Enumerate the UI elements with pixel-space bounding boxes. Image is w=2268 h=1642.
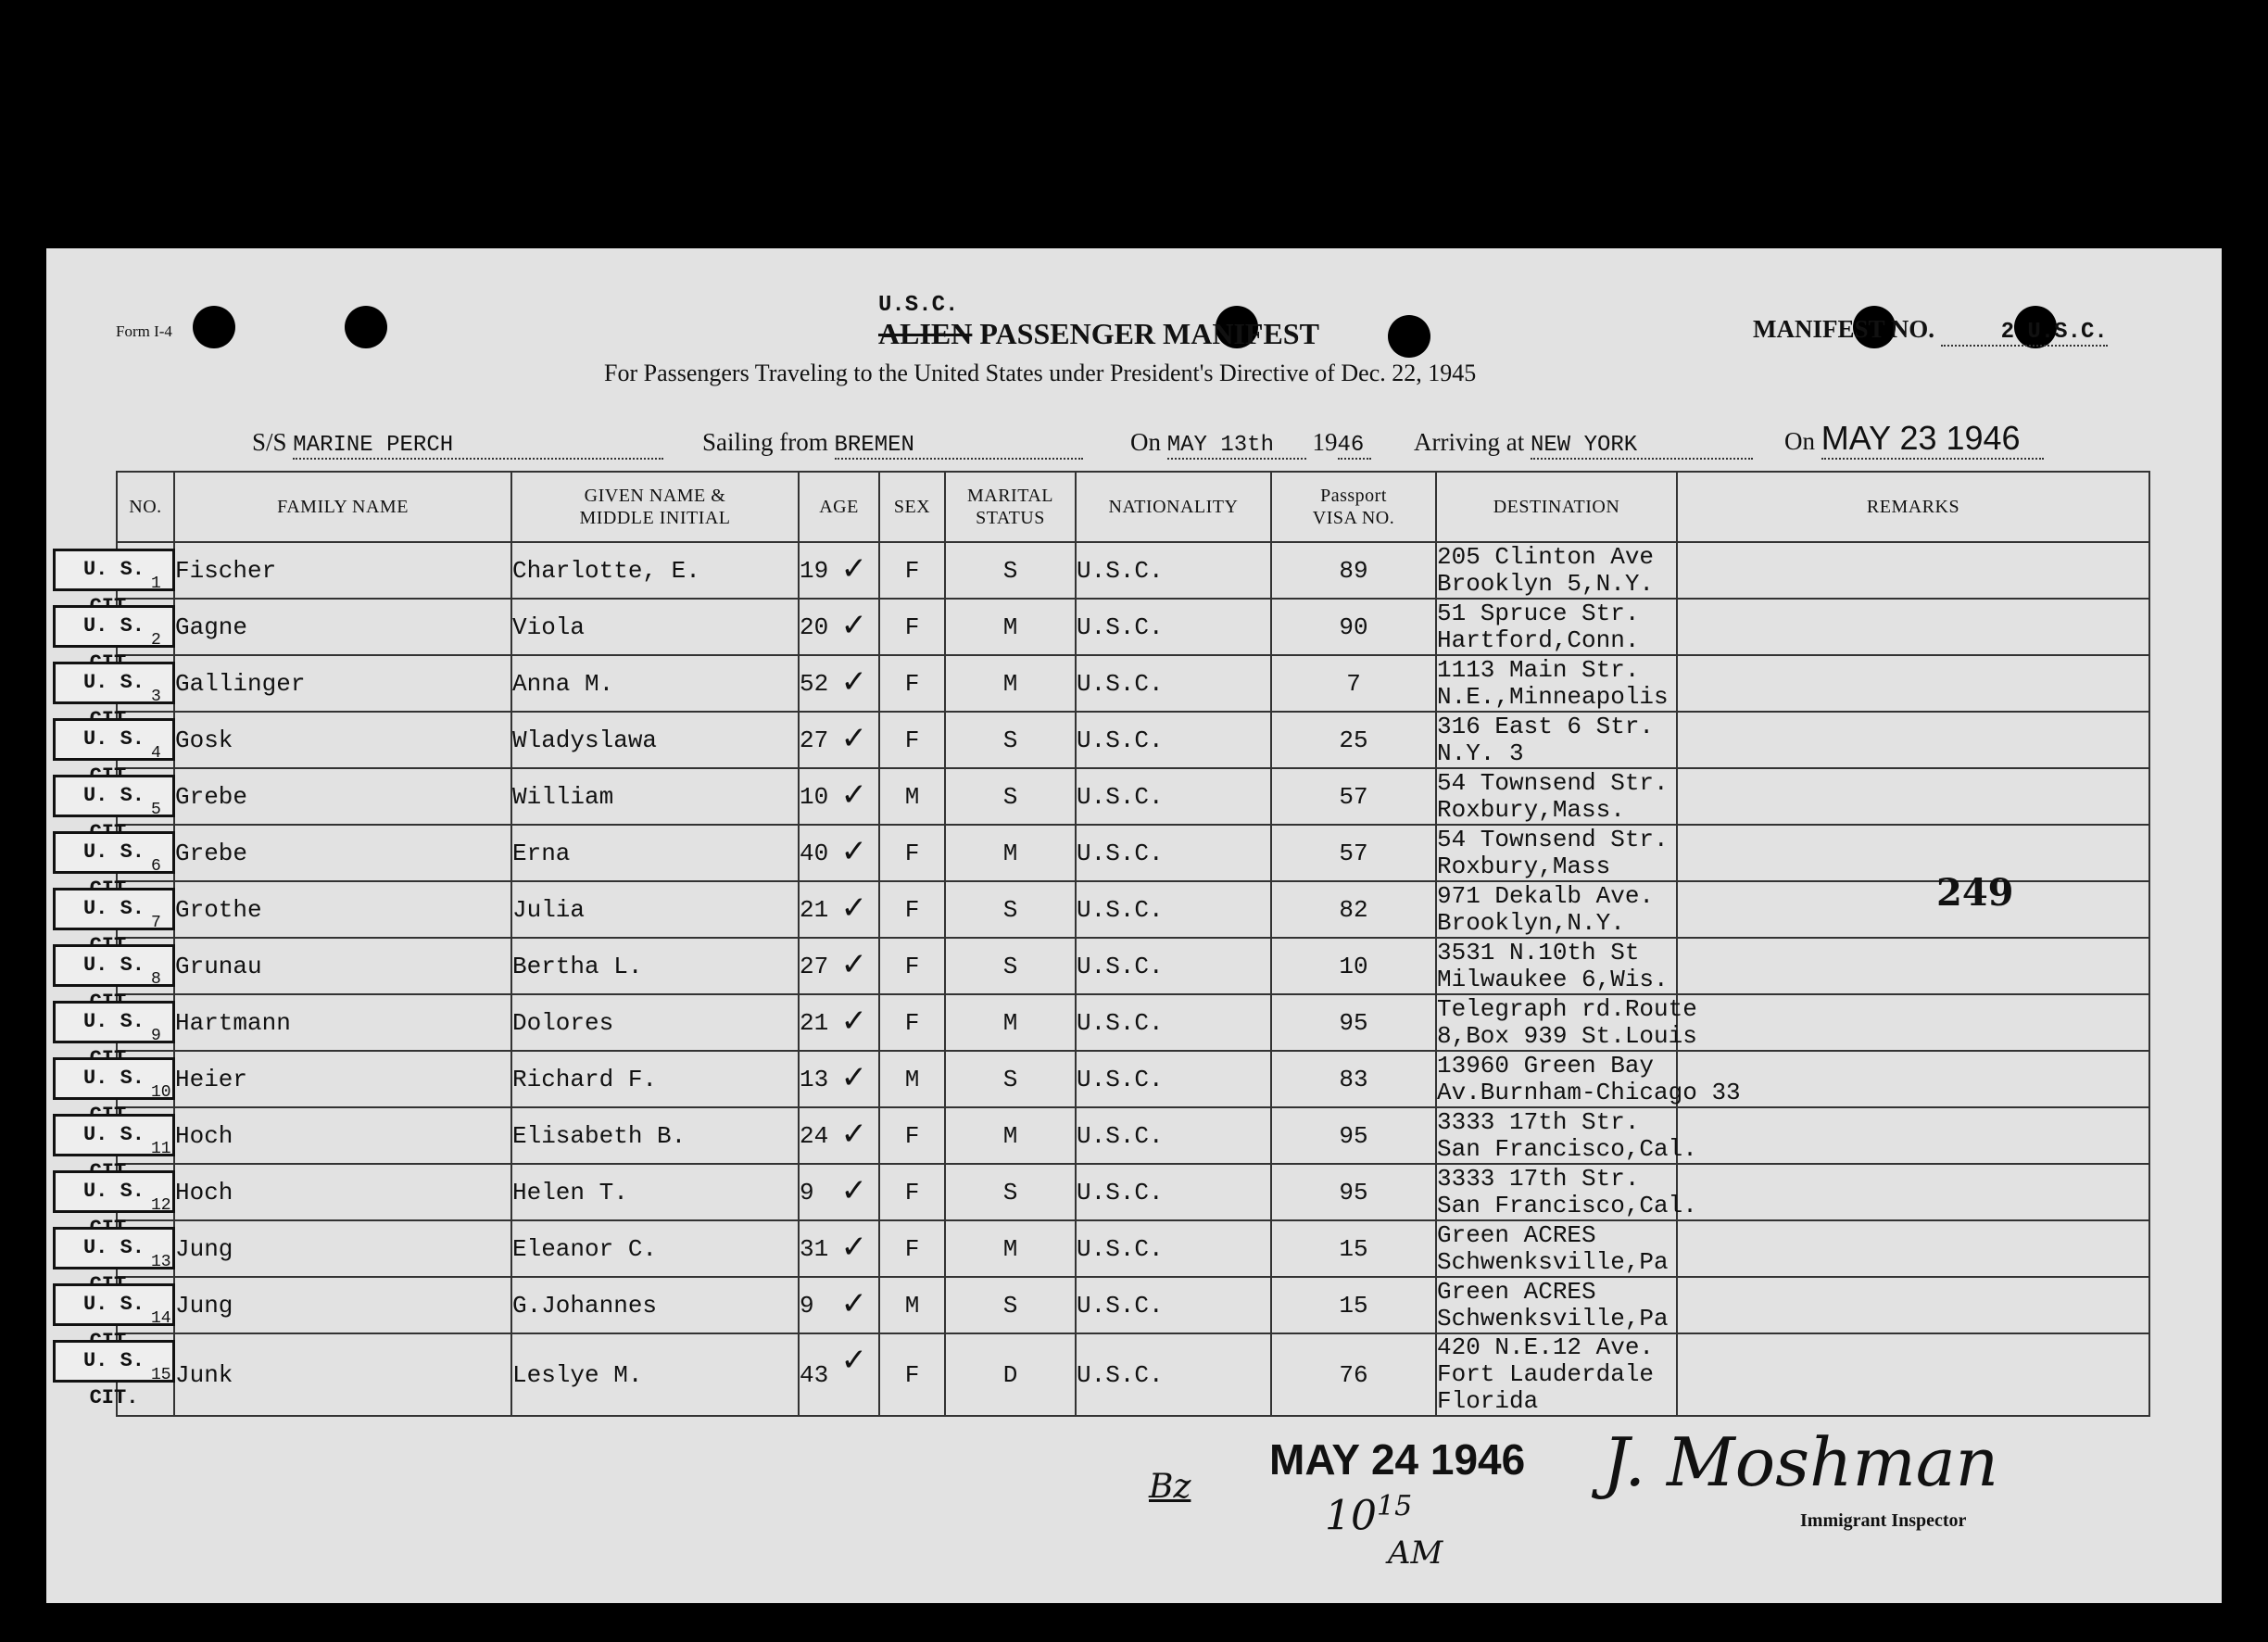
manifest-number: 2 U.S.C. [1941, 320, 2108, 347]
remarks-cell [1677, 1107, 2149, 1164]
family-name-cell: Grebe [174, 825, 511, 881]
check-mark-icon: ✓ [840, 550, 867, 587]
struck-alien-word: ALIEN [878, 317, 973, 350]
row-number: 11 [151, 1140, 171, 1158]
family-name-cell: Grunau [174, 938, 511, 994]
marital-cell: M [945, 1107, 1076, 1164]
destination-line: Av.Burnham-Chicago 33 [1437, 1078, 1741, 1106]
destination-cell [1436, 712, 1677, 768]
inspector-signature: J. Moshman [1603, 1423, 1999, 1501]
remarks-cell [1677, 1220, 2149, 1277]
remarks-cell [1677, 825, 2149, 881]
remarks-cell [1677, 1333, 2149, 1416]
table-row [117, 599, 2149, 655]
passenger-table [82, 471, 2150, 1417]
arrival-port: NEW YORK [1531, 433, 1753, 460]
destination-cell [1436, 938, 1677, 994]
marital-cell: S [945, 1164, 1076, 1220]
destination-line: 8,Box 939 St.Louis [1437, 1021, 1697, 1050]
given-name-cell: Helen T. [511, 1164, 799, 1220]
table-row [117, 712, 2149, 768]
family-name-cell: Gosk [174, 712, 511, 768]
table-row [117, 768, 2149, 825]
no-cell [82, 1333, 174, 1416]
inspector-label: Immigrant Inspector [1800, 1510, 1967, 1531]
check-mark-icon: ✓ [840, 1172, 867, 1209]
family-name-cell: Junk [174, 1333, 511, 1416]
destination-line: 54 Townsend Str. [1437, 768, 1669, 797]
nationality-cell: U.S.C. [1076, 1107, 1271, 1164]
sail-date: MAY 13th [1167, 433, 1306, 460]
marital-cell: S [945, 1277, 1076, 1333]
col-header-age: AGE [799, 472, 879, 542]
marital-cell: S [945, 938, 1076, 994]
sailing-label: Sailing from [702, 428, 828, 456]
row-number: 15 [151, 1366, 171, 1384]
destination-line: Schwenksville,Pa [1437, 1304, 1669, 1333]
destination-cell [1436, 1333, 1677, 1416]
sail-year: 46 [1338, 433, 1371, 460]
passport-cell: 15 [1271, 1220, 1436, 1277]
destination-cell [1436, 994, 1697, 1051]
given-name-cell: Charlotte, E. [511, 542, 799, 599]
marital-cell: S [945, 881, 1076, 938]
table-row [117, 881, 2149, 938]
nationality-cell: U.S.C. [1076, 1333, 1271, 1416]
marital-cell: M [945, 655, 1076, 712]
age-cell: 9 ✓ [799, 1164, 879, 1220]
destination-cell [1436, 1051, 1741, 1107]
title-text: PASSENGER MANIFEST [979, 317, 1319, 350]
form-number: Form I-4 [116, 322, 172, 340]
us-citizen-stamp: U. S. [53, 1001, 175, 1043]
destination-line: Milwaukee 6,Wis. [1437, 965, 1669, 993]
destination-cell [1436, 1107, 1697, 1164]
age-cell: 27 ✓ [799, 712, 879, 768]
check-mark-icon: ✓ [840, 1342, 867, 1379]
sex-cell: F [879, 825, 945, 881]
sex-cell: F [879, 1333, 945, 1416]
row-number: 5 [151, 801, 161, 819]
table-row [117, 1333, 2149, 1416]
destination-line: Brooklyn 5,N.Y. [1437, 569, 1655, 598]
sailing-port: BREMEN [835, 433, 1083, 460]
remarks-number: 249 [1936, 871, 2014, 915]
sailing-field [702, 428, 1083, 460]
check-mark-icon: ✓ [840, 663, 867, 701]
given-name-cell: Viola [511, 599, 799, 655]
age-cell: 10 ✓ [799, 768, 879, 825]
destination-line: 316 East 6 Str. [1437, 712, 1655, 740]
destination-line: Telegraph rd.Route [1437, 994, 1697, 1023]
form-title [878, 317, 1319, 351]
destination-line: 420 N.E.12 Ave. [1437, 1333, 1655, 1361]
table-row [117, 1107, 2149, 1164]
check-mark-icon: ✓ [840, 777, 867, 814]
marital-cell: M [945, 599, 1076, 655]
nationality-cell: U.S.C. [1076, 712, 1271, 768]
sex-cell: F [879, 599, 945, 655]
nationality-cell: U.S.C. [1076, 994, 1271, 1051]
age-cell: 13 ✓ [799, 1051, 879, 1107]
remarks-cell [1677, 938, 2149, 994]
destination-cell [1436, 1277, 1677, 1333]
sex-cell: F [879, 1164, 945, 1220]
us-citizen-stamp: U. S. [53, 1057, 175, 1100]
check-mark-icon: ✓ [840, 1285, 867, 1322]
ship-name: MARINE PERCH [293, 433, 663, 460]
destination-line: San Francisco,Cal. [1437, 1134, 1697, 1163]
age-cell: 52 ✓ [799, 655, 879, 712]
family-name-cell: Jung [174, 1277, 511, 1333]
col-header-nationality: NATIONALITY [1076, 472, 1271, 542]
on-label: On [1130, 428, 1161, 456]
passport-cell: 95 [1271, 1107, 1436, 1164]
no-cell [82, 542, 174, 599]
nationality-cell: U.S.C. [1076, 542, 1271, 599]
destination-line: 13960 Green Bay [1437, 1051, 1655, 1080]
destination-cell [1436, 1220, 1677, 1277]
row-number: 9 [151, 1027, 161, 1045]
manifest-page [46, 248, 2222, 1603]
age-cell: 27 ✓ [799, 938, 879, 994]
check-mark-icon: ✓ [840, 1003, 867, 1040]
sex-cell: F [879, 881, 945, 938]
passport-cell: 90 [1271, 599, 1436, 655]
destination-line: Roxbury,Mass. [1437, 795, 1625, 824]
table-row [117, 1277, 2149, 1333]
row-number: 10 [151, 1083, 171, 1102]
marital-cell: M [945, 825, 1076, 881]
remarks-cell [1677, 655, 2149, 712]
table-row [117, 1051, 2149, 1107]
sex-cell: F [879, 655, 945, 712]
nationality-cell: U.S.C. [1076, 825, 1271, 881]
sex-cell: F [879, 938, 945, 994]
destination-line: 54 Townsend Str. [1437, 825, 1669, 853]
nationality-cell: U.S.C. [1076, 938, 1271, 994]
no-cell [82, 1220, 174, 1277]
col-header-sex: SEX [879, 472, 945, 542]
nationality-cell: U.S.C. [1076, 1277, 1271, 1333]
age-cell: 40 ✓ [799, 825, 879, 881]
destination-cell [1436, 655, 1677, 712]
sex-cell: F [879, 994, 945, 1051]
family-name-cell: Grothe [174, 881, 511, 938]
col-header-remarks: REMARKS [1677, 472, 2149, 542]
marital-cell: S [945, 1051, 1076, 1107]
check-mark-icon: ✓ [840, 1116, 867, 1153]
received-date-stamp: MAY 24 1946 [1269, 1435, 1526, 1484]
marital-cell: M [945, 1220, 1076, 1277]
passport-cell: 95 [1271, 994, 1436, 1051]
row-number: 7 [151, 914, 161, 932]
col-header-family: FAMILY NAME [174, 472, 511, 542]
given-name-cell: Anna M. [511, 655, 799, 712]
punch-hole [193, 306, 235, 348]
destination-cell [1436, 768, 1677, 825]
us-citizen-stamp: U. S. CIT. [53, 1340, 175, 1383]
punch-hole [1388, 315, 1430, 358]
destination-line: 1113 Main Str. [1437, 655, 1640, 684]
given-name-cell: Bertha L. [511, 938, 799, 994]
time-hour: 10 [1325, 1492, 1377, 1540]
marital-cell: M [945, 994, 1076, 1051]
check-mark-icon: ✓ [840, 1229, 867, 1266]
us-citizen-stamp: U. S. [53, 718, 175, 761]
destination-line: 971 Dekalb Ave. [1437, 881, 1655, 910]
given-name-cell: Leslye M. [511, 1333, 799, 1416]
passport-cell: 82 [1271, 881, 1436, 938]
destination-line: Hartford,Conn. [1437, 625, 1640, 654]
destination-cell [1436, 825, 1677, 881]
passport-cell: 7 [1271, 655, 1436, 712]
arriving-label: Arriving at [1414, 428, 1525, 456]
family-name-cell: Hoch [174, 1107, 511, 1164]
family-name-cell: Fischer [174, 542, 511, 599]
arrival-on-label: On [1784, 427, 1815, 455]
nationality-cell: U.S.C. [1076, 599, 1271, 655]
no-cell [82, 655, 174, 712]
destination-line: 205 Clinton Ave [1437, 542, 1655, 571]
col-header-marital: MARITAL STATUS [945, 472, 1076, 542]
check-mark-icon: ✓ [840, 946, 867, 983]
handwritten-time [1325, 1490, 1412, 1540]
form-subtitle: For Passengers Traveling to the United States under President's Directive of Dec. 22, 1945 [604, 360, 1477, 386]
arrival-date-stamp: MAY 23 1946 [1821, 419, 2044, 460]
destination-cell [1436, 599, 1677, 655]
no-cell [82, 938, 174, 994]
remarks-cell [1677, 599, 2149, 655]
nationality-cell: U.S.C. [1076, 881, 1271, 938]
destination-line: 3333 17th Str. [1437, 1107, 1640, 1136]
table-row [117, 542, 2149, 599]
sex-cell: F [879, 712, 945, 768]
no-cell [82, 1107, 174, 1164]
given-name-cell: Richard F. [511, 1051, 799, 1107]
row-number: 1 [151, 575, 161, 593]
usc-label: U.S.C. [878, 293, 959, 318]
age-cell: 9 ✓ [799, 1277, 879, 1333]
destination-line: Fort Lauderdale [1437, 1360, 1655, 1388]
arriving-field [1414, 428, 1753, 460]
check-mark-icon: ✓ [840, 720, 867, 757]
passport-cell: 83 [1271, 1051, 1436, 1107]
age-cell: 43 ✓ [799, 1333, 879, 1416]
us-citizen-stamp: U. S. [53, 1114, 175, 1156]
nationality-cell: U.S.C. [1076, 1051, 1271, 1107]
no-cell [82, 599, 174, 655]
age-cell: 19 ✓ [799, 542, 879, 599]
us-citizen-stamp: U. S. [53, 549, 175, 591]
age-cell: 24 ✓ [799, 1107, 879, 1164]
marital-cell: S [945, 542, 1076, 599]
row-number: 6 [151, 857, 161, 876]
table-row [117, 1164, 2149, 1220]
given-name-cell: Elisabeth B. [511, 1107, 799, 1164]
check-mark-icon: ✓ [840, 607, 867, 644]
time-minutes: 15 [1377, 1490, 1413, 1522]
family-name-cell: Gagne [174, 599, 511, 655]
destination-line: 51 Spruce Str. [1437, 599, 1640, 627]
family-name-cell: Grebe [174, 768, 511, 825]
given-name-cell: G.Johannes [511, 1277, 799, 1333]
table-row [117, 825, 2149, 881]
family-name-cell: Heier [174, 1051, 511, 1107]
nationality-cell: U.S.C. [1076, 1220, 1271, 1277]
nationality-cell: U.S.C. [1076, 655, 1271, 712]
no-cell [82, 1277, 174, 1333]
table-row [117, 994, 2149, 1051]
no-cell [82, 994, 174, 1051]
us-citizen-stamp: U. S. [53, 888, 175, 930]
no-cell [82, 712, 174, 768]
table-header-row [117, 472, 2149, 542]
us-citizen-stamp: U. S. [53, 1227, 175, 1269]
age-cell: 20 ✓ [799, 599, 879, 655]
row-number: 4 [151, 744, 161, 763]
nationality-cell: U.S.C. [1076, 768, 1271, 825]
destination-line: Florida [1437, 1387, 1539, 1415]
remarks-cell [1677, 768, 2149, 825]
sail-date-field [1130, 428, 1371, 460]
no-cell [82, 825, 174, 881]
family-name-cell: Gallinger [174, 655, 511, 712]
destination-line: N.Y. 3 [1437, 739, 1524, 767]
passport-cell: 57 [1271, 768, 1436, 825]
passport-cell: 57 [1271, 825, 1436, 881]
remarks-cell [1677, 1164, 2149, 1220]
sex-cell: M [879, 1051, 945, 1107]
us-citizen-stamp: U. S. [53, 831, 175, 874]
destination-line: N.E.,Minneapolis [1437, 682, 1669, 711]
row-number: 14 [151, 1309, 171, 1328]
check-mark-icon: ✓ [840, 890, 867, 927]
given-name-cell: Wladyslawa [511, 712, 799, 768]
row-number: 8 [151, 970, 161, 989]
family-name-cell: Hartmann [174, 994, 511, 1051]
row-number: 3 [151, 688, 161, 706]
passport-cell: 95 [1271, 1164, 1436, 1220]
destination-line: Brooklyn,N.Y. [1437, 908, 1625, 937]
sex-cell: M [879, 1277, 945, 1333]
col-header-destination: DESTINATION [1436, 472, 1677, 542]
marital-cell: S [945, 768, 1076, 825]
passport-cell: 10 [1271, 938, 1436, 994]
destination-cell [1436, 542, 1677, 599]
given-name-cell: Eleanor C. [511, 1220, 799, 1277]
sex-cell: F [879, 1220, 945, 1277]
given-name-cell: Julia [511, 881, 799, 938]
passport-cell: 15 [1271, 1277, 1436, 1333]
destination-line: Green ACRES [1437, 1220, 1596, 1249]
sex-cell: F [879, 1107, 945, 1164]
age-cell: 31 ✓ [799, 1220, 879, 1277]
manifest-label: MANIFEST NO. [1753, 315, 1935, 343]
destination-line: San Francisco,Cal. [1437, 1191, 1697, 1219]
row-number: 2 [151, 631, 161, 650]
row-number: 12 [151, 1196, 171, 1215]
ship-field [252, 428, 663, 460]
destination-cell [1436, 881, 1677, 938]
remarks-cell [1677, 712, 2149, 768]
given-name-cell: William [511, 768, 799, 825]
manifest-number-field [1753, 315, 2108, 347]
us-citizen-stamp: U. S. [53, 662, 175, 704]
col-header-given: GIVEN NAME & MIDDLE INITIAL [511, 472, 799, 542]
us-citizen-stamp: U. S. [53, 1283, 175, 1326]
marital-cell: S [945, 712, 1076, 768]
col-header-no: NO. [117, 472, 174, 542]
remarks-cell [1677, 994, 2149, 1051]
col-header-passport: Passport VISA NO. [1271, 472, 1436, 542]
destination-line: Green ACRES [1437, 1277, 1596, 1306]
no-cell [82, 1051, 174, 1107]
remarks-cell [1677, 1051, 2149, 1107]
punch-hole [345, 306, 387, 348]
ss-label: S/S [252, 428, 287, 456]
destination-cell [1436, 1164, 1697, 1220]
given-name-cell: Dolores [511, 994, 799, 1051]
us-citizen-stamp: U. S. [53, 605, 175, 648]
given-name-cell: Erna [511, 825, 799, 881]
check-mark-icon: ✓ [840, 1059, 867, 1096]
handwritten-ampm: AM [1388, 1535, 1443, 1572]
remarks-cell [1677, 881, 2149, 938]
remarks-cell [1677, 542, 2149, 599]
passport-cell: 76 [1271, 1333, 1436, 1416]
inspector-initials: Bz [1149, 1468, 1191, 1506]
row-number: 13 [151, 1253, 171, 1271]
arrival-date-field [1784, 419, 2044, 460]
sex-cell: F [879, 542, 945, 599]
us-citizen-stamp: U. S. [53, 944, 175, 987]
year-prefix: 19 [1312, 428, 1338, 456]
family-name-cell: Jung [174, 1220, 511, 1277]
sex-cell: M [879, 768, 945, 825]
destination-line: Schwenksville,Pa [1437, 1247, 1669, 1276]
destination-line: Roxbury,Mass [1437, 852, 1611, 880]
nationality-cell: U.S.C. [1076, 1164, 1271, 1220]
table-row [117, 1220, 2149, 1277]
no-cell [82, 881, 174, 938]
passport-cell: 25 [1271, 712, 1436, 768]
no-cell [82, 1164, 174, 1220]
remarks-cell [1677, 1277, 2149, 1333]
no-cell [82, 768, 174, 825]
destination-line: 3333 17th Str. [1437, 1164, 1640, 1193]
us-citizen-stamp: U. S. [53, 1170, 175, 1213]
family-name-cell: Hoch [174, 1164, 511, 1220]
destination-line: 3531 N.10th St [1437, 938, 1640, 966]
table-row [117, 655, 2149, 712]
check-mark-icon: ✓ [840, 833, 867, 870]
table-row [117, 938, 2149, 994]
us-citizen-stamp: U. S. [53, 775, 175, 817]
passport-cell: 89 [1271, 542, 1436, 599]
age-cell: 21 ✓ [799, 881, 879, 938]
age-cell: 21 ✓ [799, 994, 879, 1051]
marital-cell: D [945, 1333, 1076, 1416]
